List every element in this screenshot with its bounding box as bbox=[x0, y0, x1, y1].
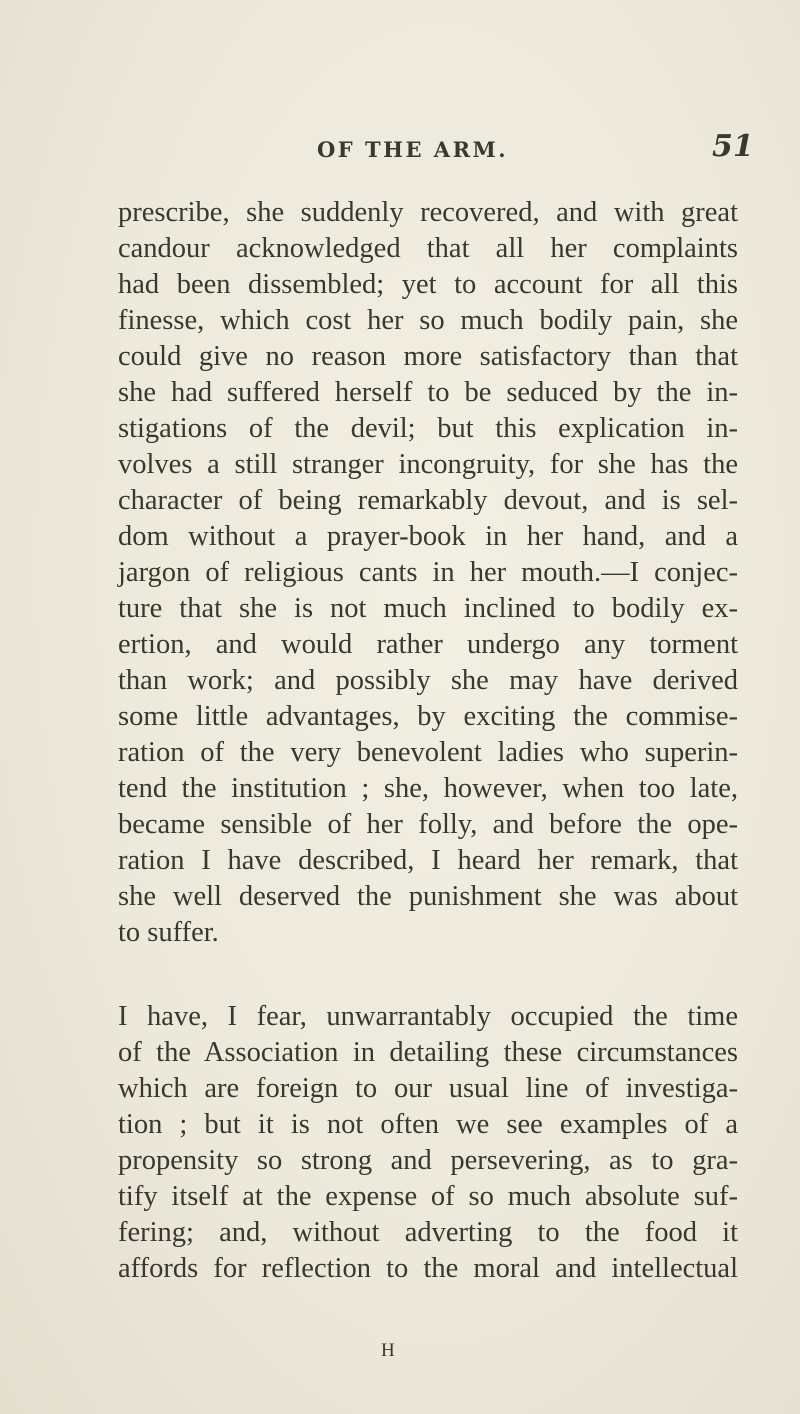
text-line: some little advantages, by exciting the commise- bbox=[118, 701, 738, 732]
signature-mark: H bbox=[381, 1340, 396, 1361]
running-head: OF THE ARM. bbox=[317, 137, 509, 162]
text-line: which are foreign to our usual line of investiga- bbox=[118, 1073, 738, 1104]
text-line: tify itself at the expense of so much absolute suf- bbox=[118, 1181, 738, 1212]
text-line: of the Association in detailing these circumstances bbox=[118, 1037, 738, 1068]
text-line: finesse, which cost her so much bodily pain, she bbox=[118, 305, 738, 336]
text-line: dom without a prayer-book in her hand, and a bbox=[118, 521, 738, 552]
text-line: had been dissembled; yet to account for all this bbox=[118, 269, 738, 300]
text-line: to suffer. bbox=[118, 917, 219, 948]
text-line: she had suffered herself to be seduced by the in- bbox=[118, 377, 738, 408]
text-line: prescribe, she suddenly recovered, and with great bbox=[118, 197, 738, 228]
text-line: jargon of religious cants in her mouth.—I conjec- bbox=[118, 557, 738, 588]
text-line: became sensible of her folly, and before the ope- bbox=[118, 809, 738, 840]
paragraph-gap bbox=[118, 951, 738, 999]
text-line: could give no reason more satisfactory than that bbox=[118, 341, 738, 372]
text-line: I have, I fear, unwarrantably occupied the time bbox=[118, 1001, 738, 1032]
paragraph-1 bbox=[118, 195, 738, 951]
text-line: affords for reflection to the moral and intellectual bbox=[118, 1253, 738, 1284]
page-number: 51 bbox=[712, 129, 754, 164]
text-line: stigations of the devil; but this explication in- bbox=[118, 413, 738, 444]
body-text bbox=[118, 195, 738, 1287]
text-line: tion ; but it is not often we see examples of a bbox=[118, 1109, 738, 1140]
text-line: volves a still stranger incongruity, for she has the bbox=[118, 449, 738, 480]
text-line: candour acknowledged that all her complaints bbox=[118, 233, 738, 264]
text-line: ration of the very benevolent ladies who superin- bbox=[118, 737, 738, 768]
text-line: ertion, and would rather undergo any torment bbox=[118, 629, 738, 660]
text-line: than work; and possibly she may have derived bbox=[118, 665, 738, 696]
text-line: she well deserved the punishment she was about bbox=[118, 881, 738, 912]
text-line: tend the institution ; she, however, when too late, bbox=[118, 773, 738, 804]
text-line: character of being remarkably devout, and is sel- bbox=[118, 485, 738, 516]
text-line: ture that she is not much inclined to bodily ex- bbox=[118, 593, 738, 624]
page-header bbox=[0, 129, 800, 173]
text-line: ration I have described, I heard her remark, that bbox=[118, 845, 738, 876]
text-line: fering; and, without adverting to the food it bbox=[118, 1217, 738, 1248]
text-line: propensity so strong and persevering, as to gra- bbox=[118, 1145, 738, 1176]
paragraph-2 bbox=[118, 999, 738, 1287]
